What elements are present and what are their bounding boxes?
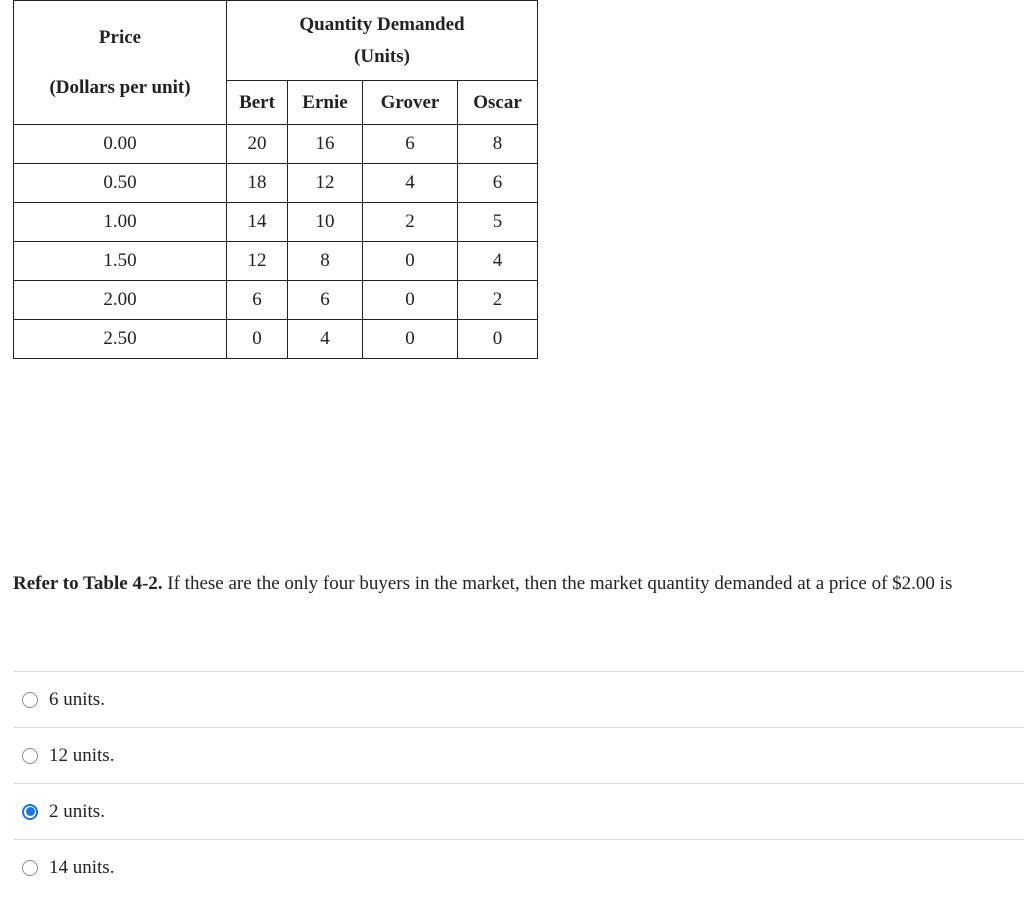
answer-option-label: 14 units. [49, 856, 115, 878]
quantity-cell: 0 [227, 320, 288, 359]
demand-table [13, 0, 538, 359]
quantity-cell: 0 [363, 320, 458, 359]
quantity-header-unit: (Units) [354, 45, 410, 67]
table-row [14, 320, 538, 359]
quantity-cell: 12 [227, 242, 288, 281]
quantity-cell: 6 [458, 164, 538, 203]
quantity-cell: 4 [458, 242, 538, 281]
quantity-cell: 6 [363, 125, 458, 164]
answer-options [13, 671, 1024, 895]
quantity-cell: 10 [288, 203, 363, 242]
radio-unchecked-icon[interactable] [22, 748, 38, 764]
table-row [14, 164, 538, 203]
quantity-cell: 2 [363, 203, 458, 242]
quantity-cell: 12 [288, 164, 363, 203]
quantity-cell: 0 [363, 281, 458, 320]
answer-option-label: 2 units. [49, 800, 105, 822]
quantity-cell: 16 [288, 125, 363, 164]
table-row [14, 125, 538, 164]
quantity-demanded-header [227, 1, 538, 81]
buyer-header-oscar: Oscar [458, 81, 538, 125]
table-row [14, 281, 538, 320]
answer-option-1[interactable] [13, 671, 1024, 727]
quantity-cell: 5 [458, 203, 538, 242]
answer-option-label: 6 units. [49, 688, 105, 710]
table-reference: Refer to Table 4-2. [13, 573, 163, 594]
quantity-cell: 4 [288, 320, 363, 359]
quantity-cell: 2 [458, 281, 538, 320]
question-text [13, 566, 1013, 602]
price-cell: 2.00 [14, 281, 227, 320]
quantity-cell: 4 [363, 164, 458, 203]
radio-unchecked-icon[interactable] [22, 692, 38, 708]
price-header-unit: (Dollars per unit) [49, 77, 191, 98]
quantity-cell: 18 [227, 164, 288, 203]
buyer-header-bert: Bert [227, 81, 288, 125]
price-cell: 1.50 [14, 242, 227, 281]
price-cell: 0.00 [14, 125, 227, 164]
buyer-header-ernie: Ernie [288, 81, 363, 125]
table-row [14, 203, 538, 242]
quantity-cell: 20 [227, 125, 288, 164]
quantity-cell: 8 [458, 125, 538, 164]
answer-option-4[interactable] [13, 839, 1024, 895]
radio-checked-icon[interactable] [22, 804, 38, 820]
answer-option-3[interactable] [13, 783, 1024, 839]
quantity-cell: 0 [363, 242, 458, 281]
answer-option-2[interactable] [13, 727, 1024, 783]
price-column-header [14, 1, 227, 125]
price-header-title: Price [98, 27, 142, 48]
question-body: If these are the only four buyers in the market, then the market quantity demanded at a price of $2.00 is [162, 573, 953, 594]
answer-option-label: 12 units. [49, 744, 115, 766]
buyer-header-grover: Grover [363, 81, 458, 125]
price-cell: 0.50 [14, 164, 227, 203]
quantity-cell: 0 [458, 320, 538, 359]
quantity-cell: 6 [288, 281, 363, 320]
quantity-cell: 6 [227, 281, 288, 320]
quantity-cell: 8 [288, 242, 363, 281]
radio-unchecked-icon[interactable] [22, 860, 38, 876]
table-row [14, 242, 538, 281]
quantity-header-title: Quantity Demanded [299, 13, 465, 35]
price-cell: 1.00 [14, 203, 227, 242]
quantity-cell: 14 [227, 203, 288, 242]
price-cell: 2.50 [14, 320, 227, 359]
